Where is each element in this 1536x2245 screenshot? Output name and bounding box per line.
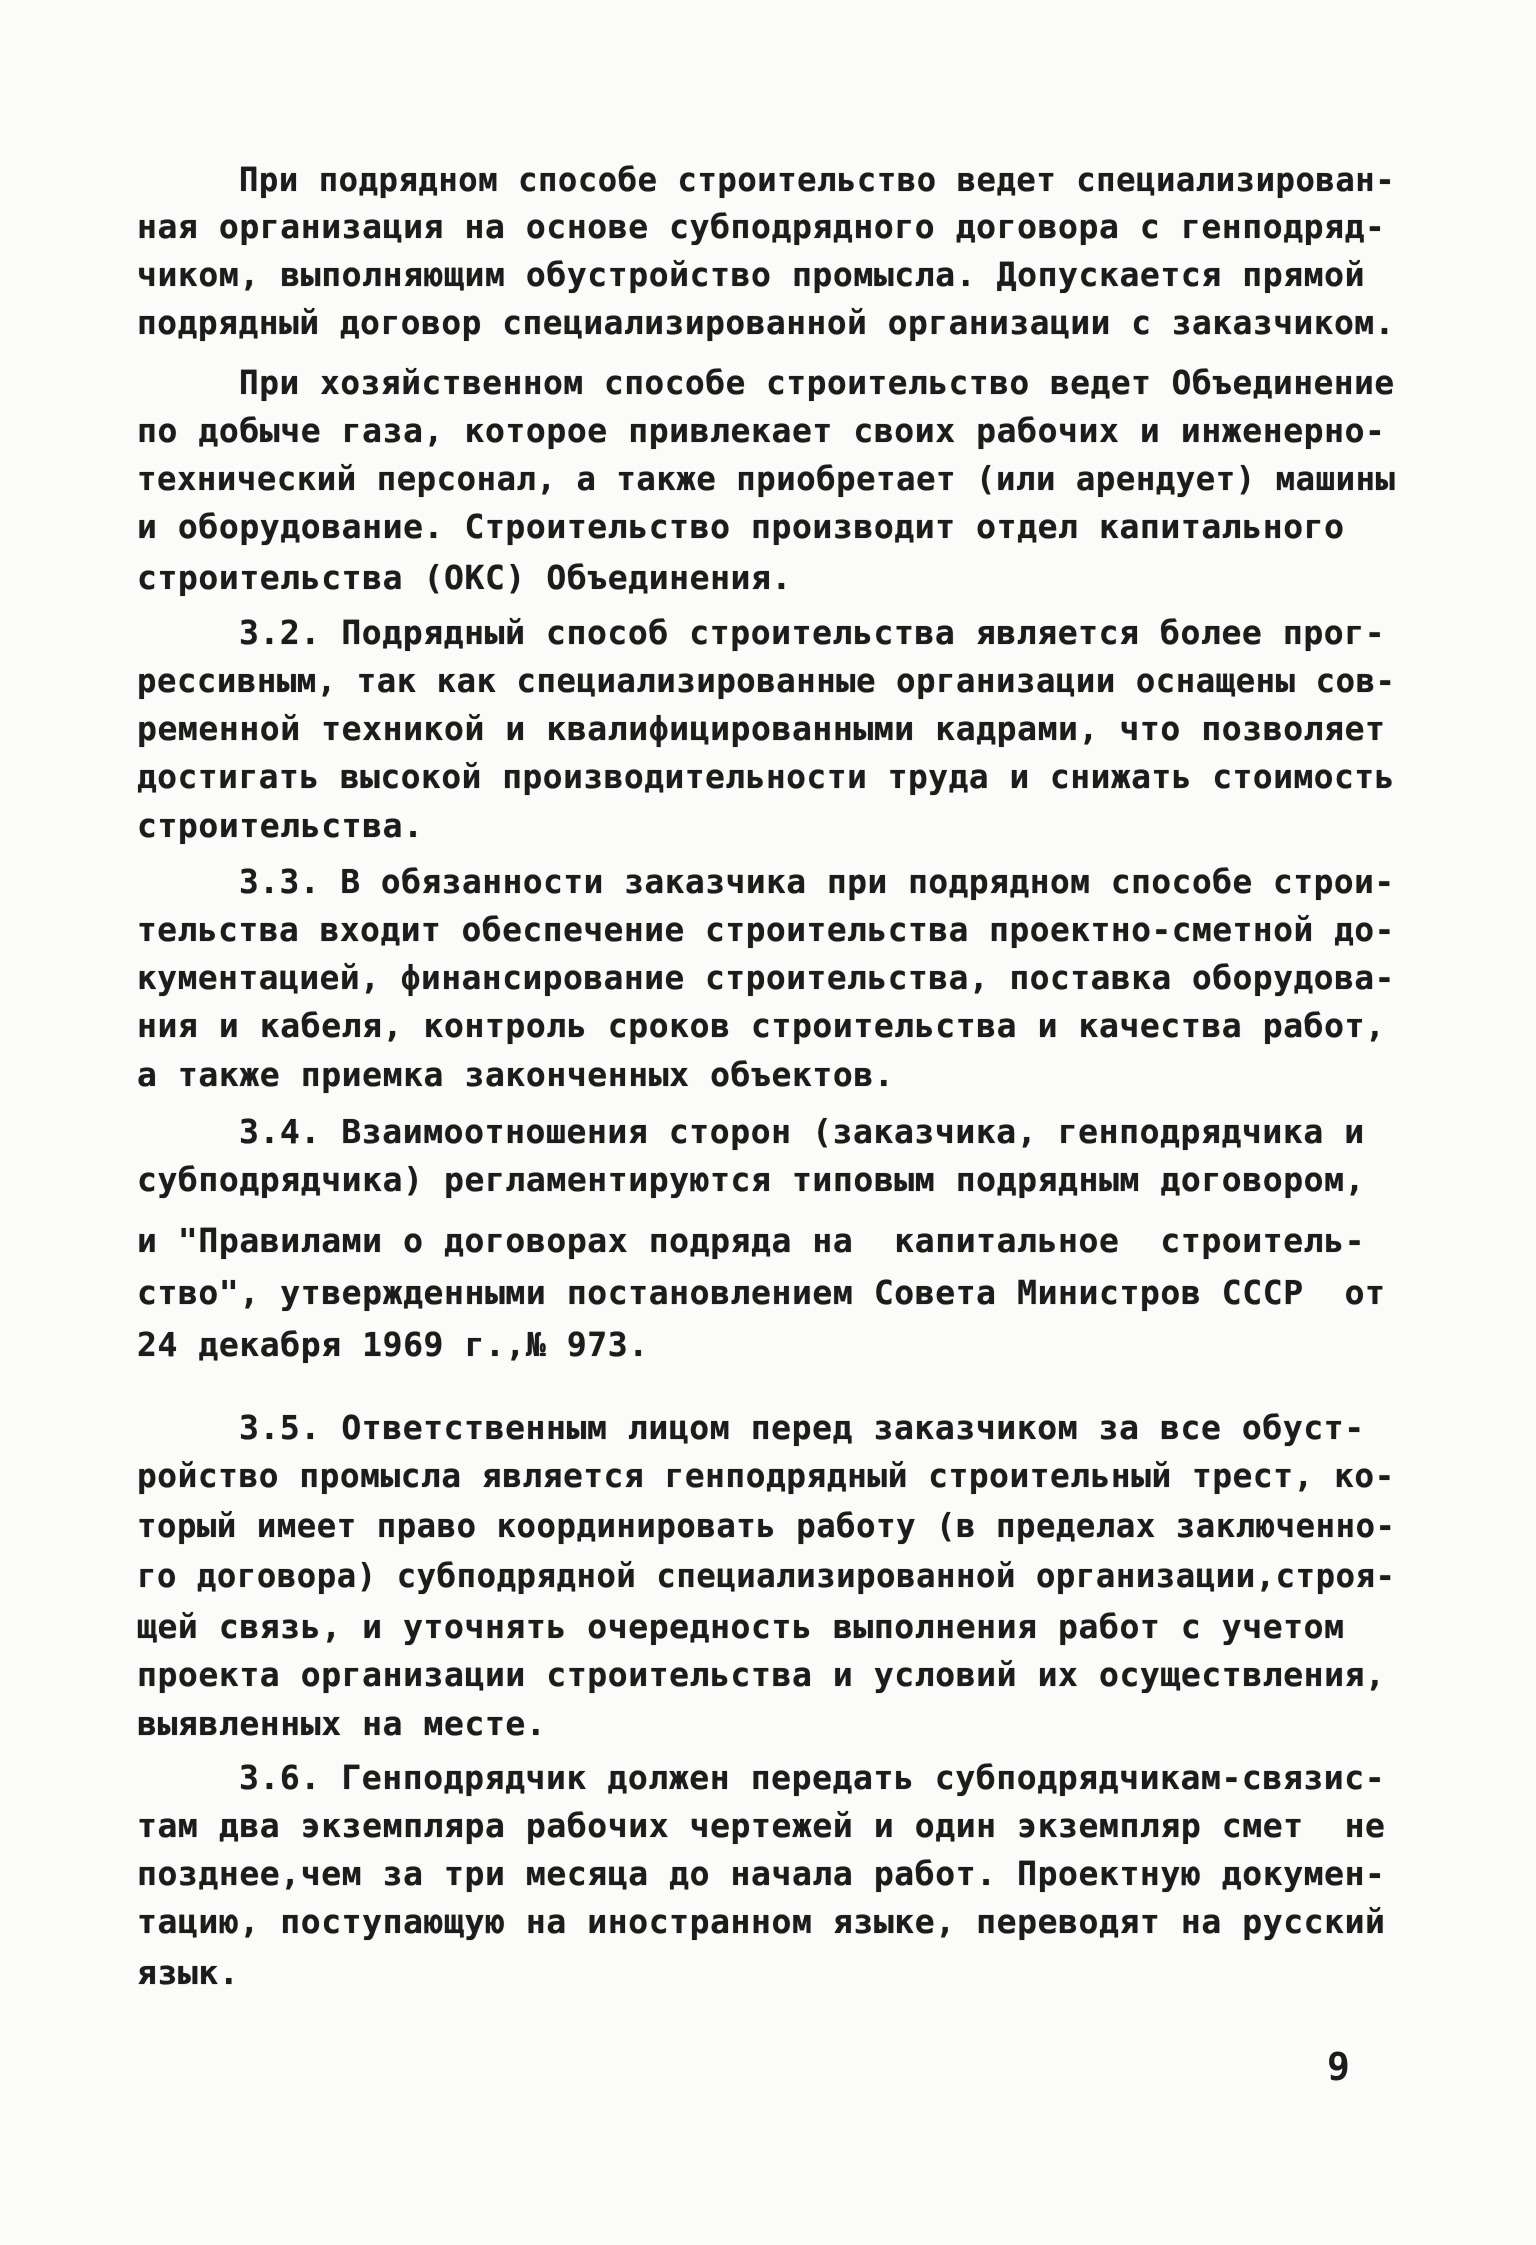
text-line: по добыче газа, которое привлекает своих рабочих и инженерно- <box>137 411 1386 450</box>
text-line: ройство промысла является генподрядный строительный трест, ко- <box>137 1456 1395 1495</box>
text-line: субподрядчика) регламентируются типовым подрядным договором, <box>137 1160 1366 1199</box>
text-line: язык. <box>137 1953 240 1992</box>
text-line: технический персонал, а также приобретает (или арендует) машины <box>137 459 1396 498</box>
text-line: выявленных на месте. <box>137 1704 547 1743</box>
text-line: ство", утвержденными постановлением Совета Министров СССР от <box>137 1273 1386 1312</box>
text-line: строительства (ОКС) Объединения. <box>137 558 792 597</box>
text-line: 3.3. В обязанности заказчика при подрядном способе строи- <box>239 862 1395 901</box>
text-line: достигать высокой производительности труда и снижать стоимость <box>137 757 1395 796</box>
text-line: тацию, поступающую на иностранном языке, переводят на русский <box>137 1902 1386 1941</box>
text-line: там два экземпляра рабочих чертежей и один экземпляр смет не <box>137 1806 1386 1845</box>
text-line: кументацией, финансирование строительства, поставка оборудова- <box>137 958 1395 997</box>
text-line: 3.4. Взаимоотношения сторон (заказчика, генподрядчика и <box>239 1112 1365 1151</box>
text-line: 3.6. Генподрядчик должен передать субподрядчикам-связис- <box>239 1758 1386 1797</box>
text-line: позднее,чем за три месяца до начала работ. Проектную докумен- <box>137 1854 1386 1893</box>
text-line: 3.5. Ответственным лицом перед заказчиком за все обуст- <box>239 1408 1365 1447</box>
text-line: и "Правилами о договорах подряда на капитальное строитель- <box>137 1221 1366 1260</box>
text-line: 24 декабря 1969 г.,№ 973. <box>137 1325 649 1364</box>
text-line: торый имеет право координировать работу (в пределах заключенно- <box>137 1506 1396 1545</box>
text-line: щей связь, и уточнять очередность выполнения работ с учетом <box>137 1607 1345 1646</box>
text-line: При подрядном способе строительство ведет специализирован- <box>239 160 1396 199</box>
text-line: строительства. <box>137 806 424 845</box>
text-line: а также приемка законченных объектов. <box>137 1055 895 1094</box>
text-line: ния и кабеля, контроль сроков строительства и качества работ, <box>137 1006 1386 1045</box>
text-line: ременной техникой и квалифицированными кадрами, что позволяет <box>137 709 1386 748</box>
text-line: При хозяйственном способе строительство ведет Объединение <box>239 363 1395 402</box>
text-line: подрядный договор специализированной организации с заказчиком. <box>137 303 1395 342</box>
text-line: рессивным, так как специализированные организации оснащены сов- <box>137 661 1396 700</box>
text-line: тельства входит обеспечение строительства проектно-сметной до- <box>137 910 1395 949</box>
page-number: 9 <box>1327 2045 1350 2089</box>
text-line: го договора) субподрядной специализированной организации,строя- <box>137 1556 1396 1595</box>
text-line: проекта организации строительства и условий их осуществления, <box>137 1655 1386 1694</box>
text-line: и оборудование. Строительство производит отдел капитального <box>137 507 1345 546</box>
text-line: 3.2. Подрядный способ строительства является более прог- <box>239 613 1386 652</box>
text-line: чиком, выполняющим обустройство промысла. Допускается прямой <box>137 255 1366 294</box>
text-line: ная организация на основе субподрядного договора с генподряд- <box>137 207 1386 246</box>
